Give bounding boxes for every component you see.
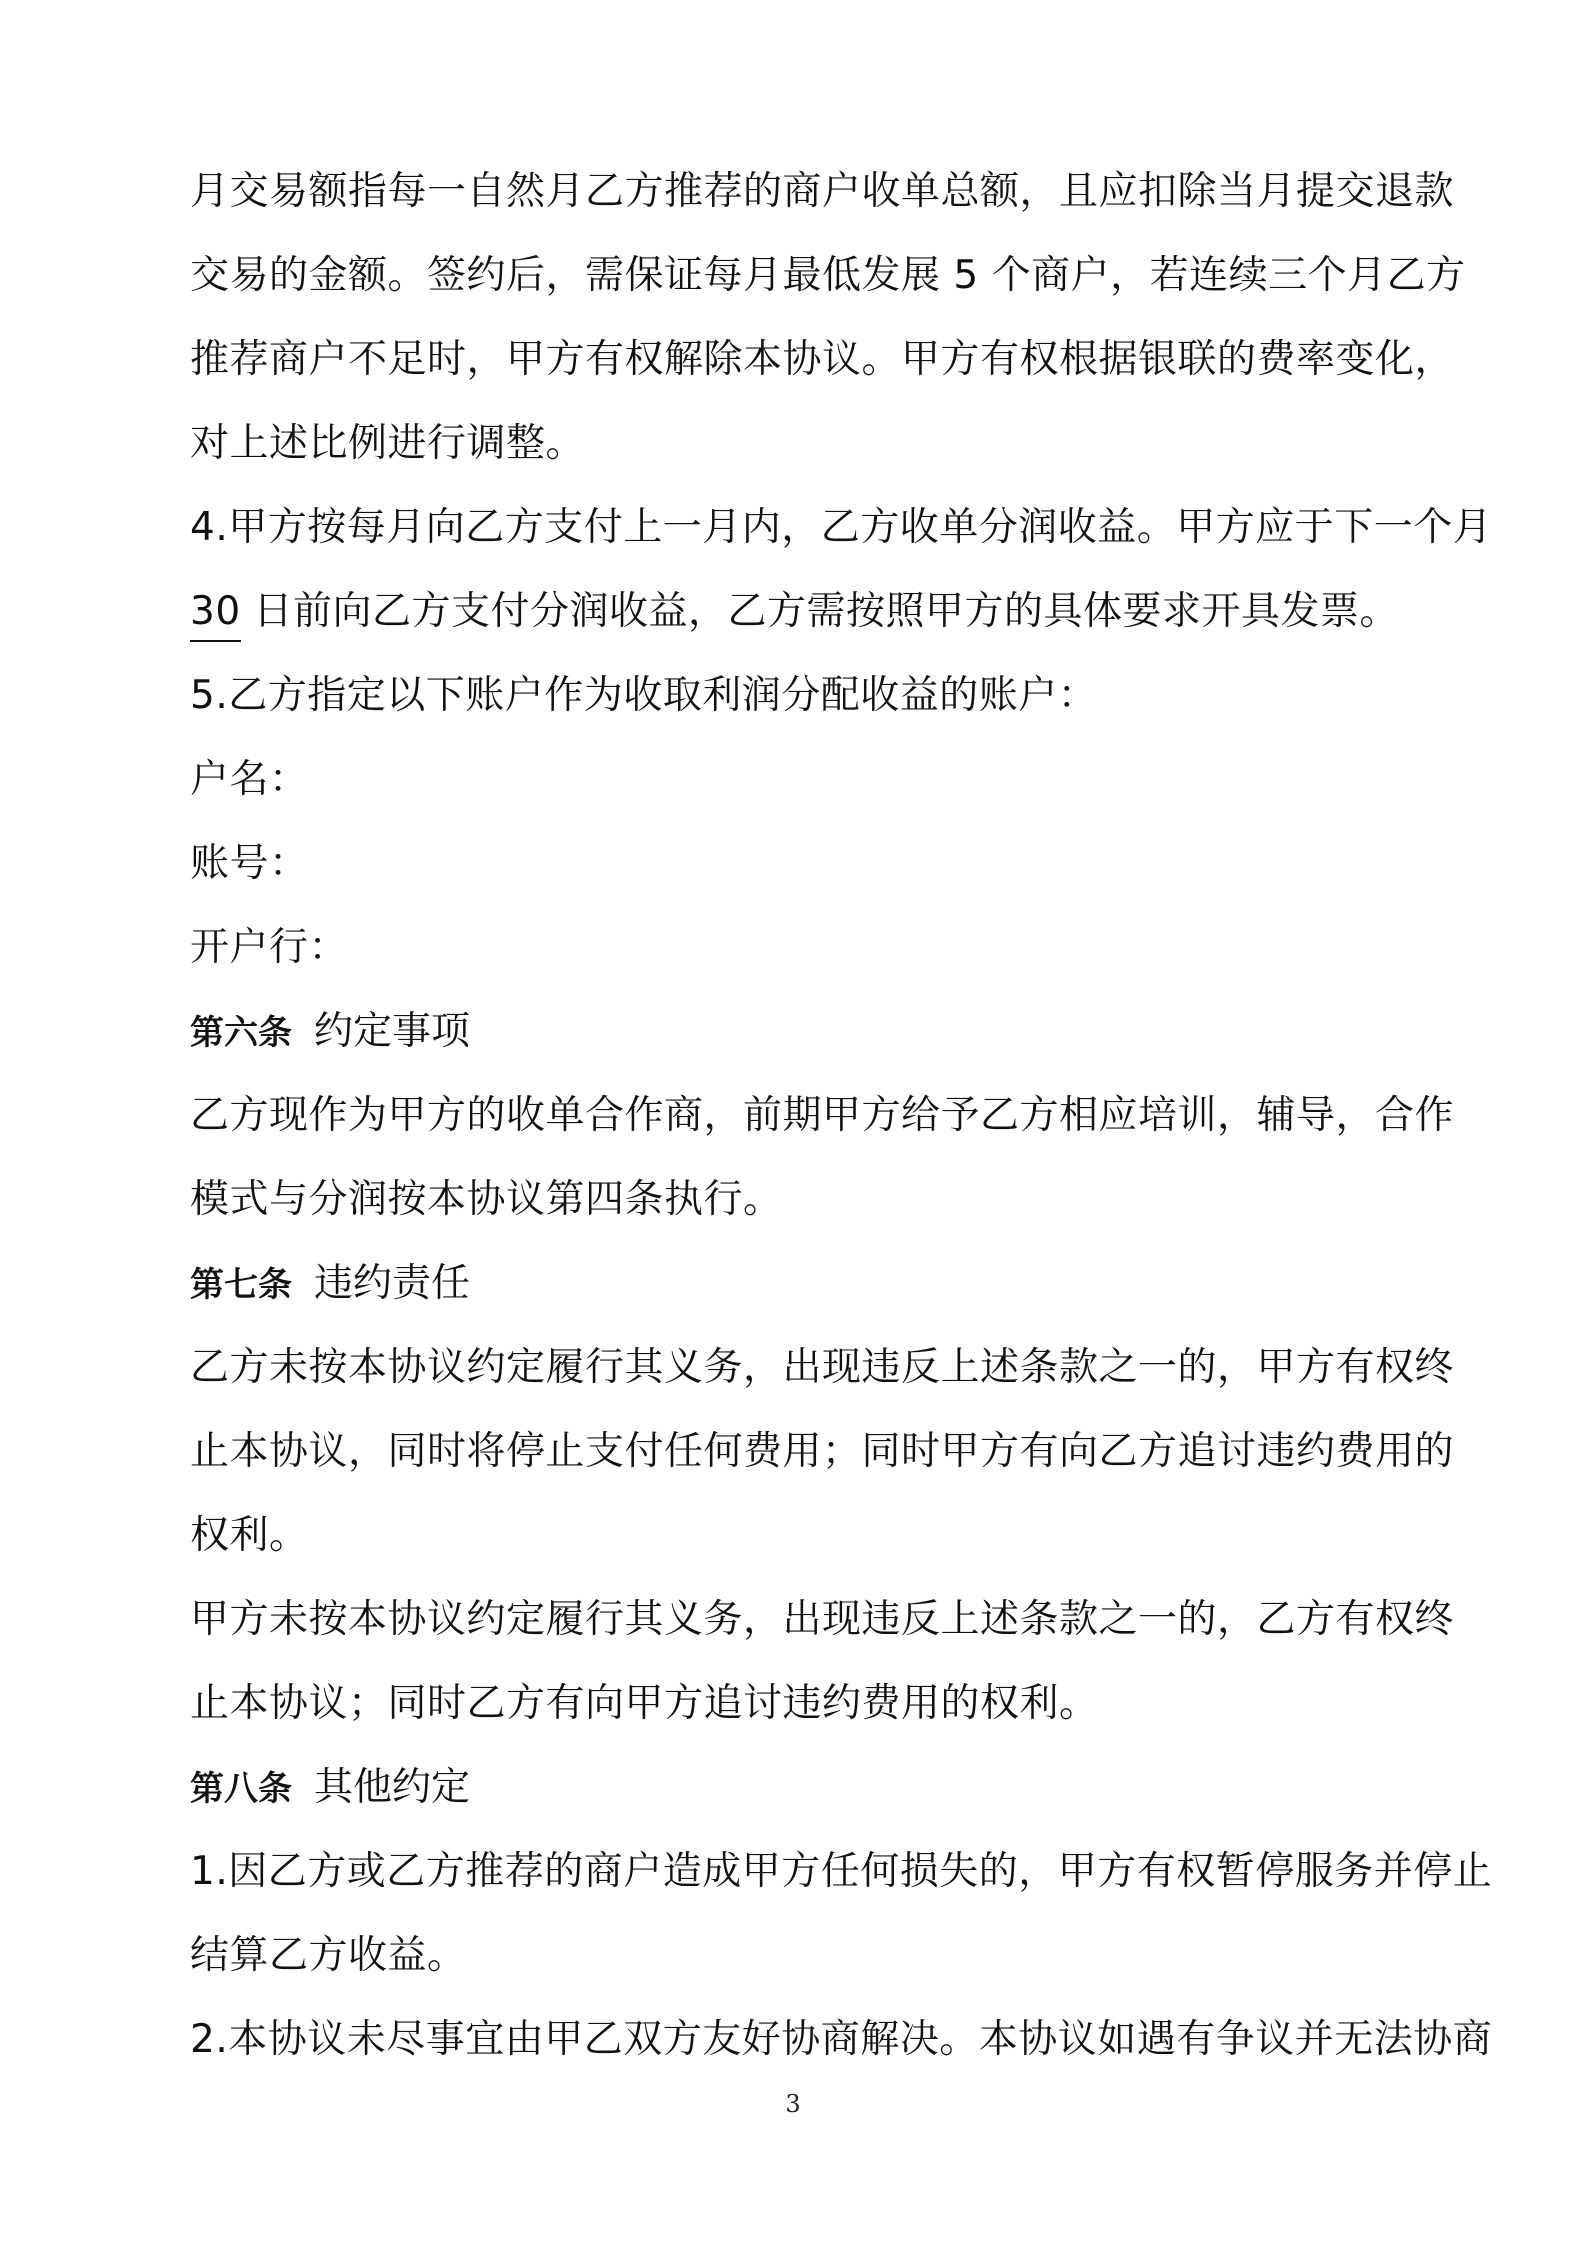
- article-8-line: 1.因乙方或乙方推荐的商户造成甲方任何损失的，甲方有权暂停服务并停止: [190, 1849, 1493, 1894]
- clause-4-line: 4.甲方按每月向乙方支付上一月内，乙方收单分润收益。甲方应于下一个月: [190, 505, 1493, 550]
- article-8-line: 结算乙方收益。: [190, 1933, 467, 1978]
- article-6-number: 第六条: [190, 1013, 292, 1053]
- underlined-day: 30: [190, 589, 241, 642]
- body-line: 月交易额指每一自然月乙方推荐的商户收单总额，且应扣除当月提交退款: [190, 169, 1455, 214]
- article-6-title: 约定事项: [314, 1009, 471, 1054]
- article-6-line: 乙方现作为甲方的收单合作商，前期甲方给予乙方相应培训，辅导，合作: [190, 1093, 1455, 1138]
- article-7-line: 乙方未按本协议约定履行其义务，出现违反上述条款之一的，甲方有权终: [190, 1345, 1455, 1390]
- clause-4-line-2-text: 日前向乙方支付分润收益，乙方需按照甲方的具体要求开具发票。: [240, 589, 1400, 634]
- article-7-line: 止本协议；同时乙方有向甲方追讨违约费用的权利。: [190, 1681, 1099, 1726]
- article-8-number: 第八条: [190, 1769, 292, 1809]
- document-body: [190, 150, 1493, 2082]
- account-number-label: 账号：: [190, 841, 309, 886]
- article-8-line: 2.本协议未尽事宜由甲乙双方友好协商解决。本协议如遇有争议并无法协商: [190, 2017, 1493, 2062]
- article-6-heading: [190, 990, 1420, 1074]
- article-7-line: 权利。: [190, 1513, 309, 1558]
- bank-label: 开户行：: [190, 925, 349, 970]
- body-line: 推荐商户不足时，甲方有权解除本协议。甲方有权根据银联的费率变化，: [190, 337, 1455, 382]
- article-8-title: 其他约定: [314, 1765, 471, 1810]
- article-7-line: 甲方未按本协议约定履行其义务，出现违反上述条款之一的，乙方有权终: [190, 1597, 1455, 1642]
- page-number: 3: [785, 2090, 801, 2118]
- body-line: 对上述比例进行调整。: [190, 421, 586, 466]
- article-7-title: 违约责任: [314, 1261, 471, 1306]
- article-7-heading: [190, 1242, 1420, 1326]
- article-8-heading: [190, 1746, 1420, 1830]
- account-name-label: 户名：: [190, 757, 309, 802]
- article-7-line: 止本协议，同时将停止支付任何费用；同时甲方有向乙方追讨违约费用的: [190, 1429, 1455, 1474]
- article-6-line: 模式与分润按本协议第四条执行。: [190, 1177, 783, 1222]
- clause-4-line-2: [190, 570, 1420, 654]
- clause-5-line: 5.乙方指定以下账户作为收取利润分配收益的账户：: [190, 673, 1098, 718]
- article-7-number: 第七条: [190, 1265, 292, 1305]
- body-line: 交易的金额。签约后，需保证每月最低发展 5 个商户，若连续三个月乙方: [190, 253, 1466, 298]
